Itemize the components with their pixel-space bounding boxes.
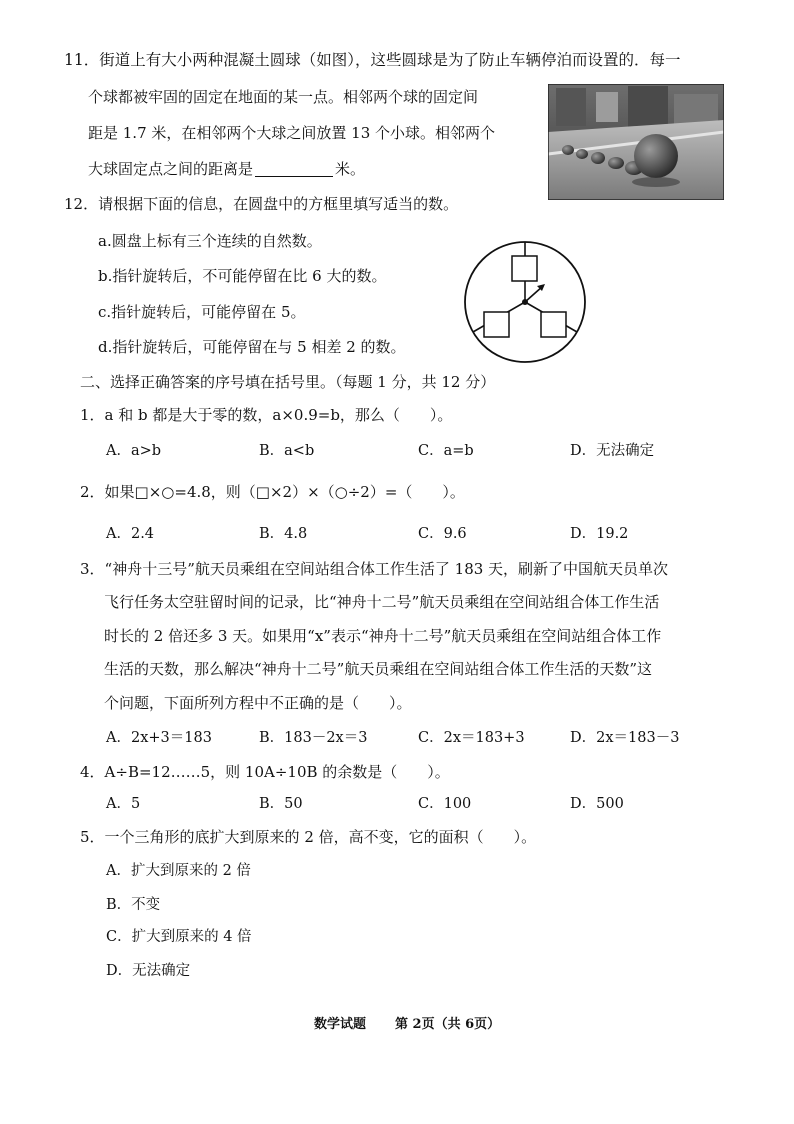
mc3-option-b[interactable]: B．183－2x＝3 — [259, 730, 368, 746]
mc3-line4: 生活的天数，那么解决“神舟十二号”航天员乘组在空间站组合体工作生活的天数”这 — [104, 660, 653, 678]
q11-line4-pre: 大球固定点之间的距离是 — [88, 160, 254, 178]
spinner-dial — [463, 240, 587, 364]
mc5-option-a[interactable]: A．扩大到原来的 2 倍 — [106, 863, 251, 879]
q11-line2: 个球都被牢固的固定在地面的某一点。相邻两个球的固定间 — [88, 88, 479, 106]
q11-line1: 11．街道上有大小两种混凝土圆球（如图），这些圆球是为了防止车辆停泊而设置的．每一 — [64, 51, 681, 69]
mc5-option-c[interactable]: C．扩大到原来的 4 倍 — [106, 929, 252, 945]
mc1-option-d[interactable]: D．无法确定 — [570, 443, 655, 459]
mc3-option-a[interactable]: A．2x+3＝183 — [106, 730, 212, 746]
q11-line4 — [88, 162, 365, 177]
mc1-question: 1．a 和 b 都是大于零的数，a×0.9=b，那么（ ）。 — [80, 406, 453, 424]
q11-line4-post: 米。 — [335, 160, 366, 178]
mc2-question: 2．如果□×○=4.8，则（□×2）×（○÷2）=（ ）。 — [80, 483, 465, 501]
mc5-option-b[interactable]: B．不变 — [106, 897, 161, 913]
mc1-option-b[interactable]: B．a<b — [259, 443, 315, 459]
mc5-option-d[interactable]: D．无法确定 — [106, 963, 191, 979]
mc1-option-c[interactable]: C．a=b — [418, 443, 474, 459]
mc3-line1: 3．“神舟十三号”航天员乘组在空间站组合体工作生活了 183 天，刷新了中国航天员单次 — [80, 560, 669, 578]
mc3-line3: 时长的 2 倍还多 3 天。如果用“x”表示“神舟十二号”航天员乘组在空间站组合体工作 — [104, 627, 662, 645]
q12-info-c: c.指针旋转后，可能停留在 5。 — [98, 303, 306, 321]
footer-page-number: 第 2页（共 6页） — [395, 1017, 501, 1032]
mc4-option-b[interactable]: B．50 — [259, 796, 303, 812]
dial-box-left[interactable] — [484, 312, 509, 337]
mc4-option-d[interactable]: D．500 — [570, 796, 624, 812]
q11-line3: 距是 1.7 米，在相邻两个大球之间放置 13 个小球。相邻两个 — [88, 124, 496, 142]
mc4-question: 4．A÷B=12……5，则 10A÷10B 的余数是（ ）。 — [80, 763, 450, 781]
mc5-question: 5．一个三角形的底扩大到原来的 2 倍，高不变，它的面积（ ）。 — [80, 828, 537, 846]
mc4-option-a[interactable]: A．5 — [106, 796, 141, 812]
answer-blank[interactable] — [255, 162, 333, 177]
mc3-line2: 飞行任务太空驻留时间的记录，比“神舟十二号”航天员乘组在空间站组合体工作生活 — [104, 593, 660, 611]
mc1-option-a[interactable]: A．a>b — [106, 443, 162, 459]
mc3-line5: 个问题，下面所列方程中不正确的是（ ）。 — [104, 694, 412, 712]
mc2-option-a[interactable]: A．2.4 — [106, 526, 155, 542]
q12-title: 12．请根据下面的信息，在圆盘中的方框里填写适当的数。 — [64, 195, 459, 213]
q12-info-a: a.圆盘上标有三个连续的自然数。 — [98, 232, 322, 250]
mc2-option-d[interactable]: D．19.2 — [570, 526, 629, 542]
street-balls-photo — [548, 84, 724, 200]
mc3-option-c[interactable]: C．2x＝183+3 — [418, 730, 525, 746]
mc3-option-d[interactable]: D．2x＝183－3 — [570, 730, 680, 746]
mc4-option-c[interactable]: C．100 — [418, 796, 472, 812]
mc2-option-c[interactable]: C．9.6 — [418, 526, 467, 542]
q12-info-b: b.指针旋转后，不可能停留在比 6 大的数。 — [98, 267, 387, 285]
mc2-option-b[interactable]: B．4.8 — [259, 526, 308, 542]
q12-info-d: d.指针旋转后，可能停留在与 5 相差 2 的数。 — [98, 338, 406, 356]
section-two-heading: 二、选择正确答案的序号填在括号里。（每题 1 分，共 12 分） — [80, 373, 496, 391]
footer-subject: 数学试题 — [314, 1017, 367, 1032]
dial-box-right[interactable] — [541, 312, 566, 337]
dial-box-top[interactable] — [512, 256, 537, 281]
